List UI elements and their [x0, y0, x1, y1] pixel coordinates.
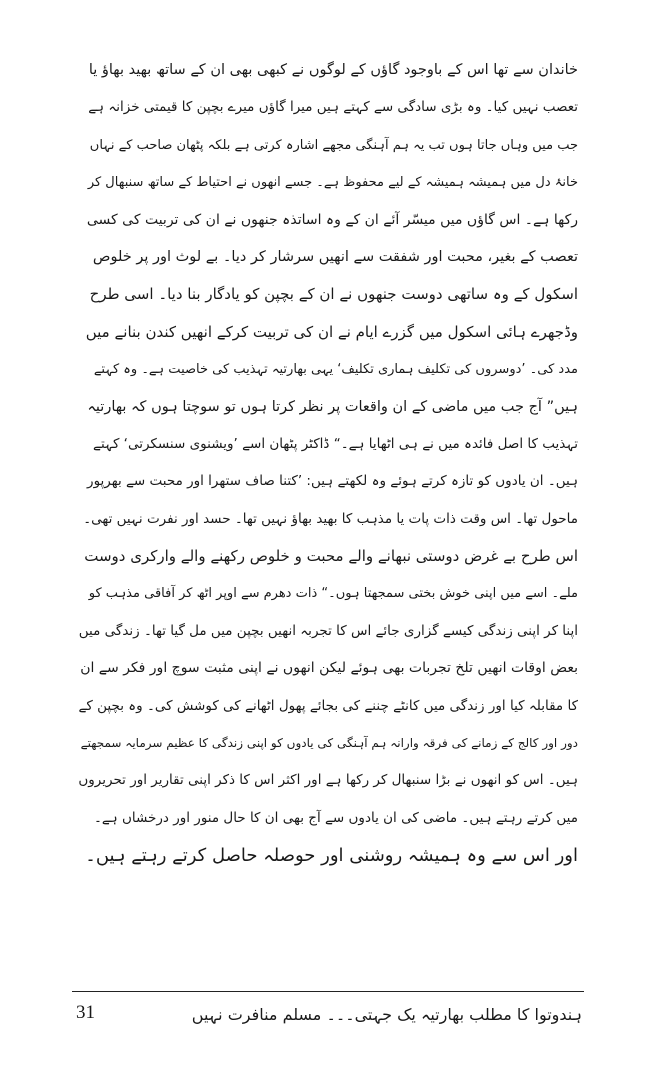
text-line: اور اس سے وہ ہمیشہ روشنی اور حوصلہ حاصل کرتے رہتے ہیں۔: [85, 845, 578, 867]
text-line: تہذیب کا اصل فائدہ میں نے ہی اٹھایا ہے۔“ ڈاکٹر پٹھان اسے ’ویشنوی سنسکرتی‘ کہتے: [93, 435, 578, 452]
text-line: اپنا کر اپنی زندگی کیسے گزاری جائے اس کا تجربہ انھیں بچپن میں مل گیا تھا۔ زندگی میں: [78, 622, 578, 639]
text-line: جب میں وہاں جاتا ہوں تب یہ ہم آہنگی مجھے اشارہ کرتی ہے بلکہ پٹھان صاحب کے نہاں: [89, 137, 578, 153]
text-line: کا مقابلہ کیا اور زندگی میں کانٹے چننے کی بجائے پھول اٹھانے کی کوشش کی۔ وہ بچپن کے: [78, 697, 578, 714]
text-line: ملے۔ اسے میں اپنی خوش بختی سمجھتا ہوں۔“ ذات دھرم سے اوپر اٹھ کر آفاقی مذہب کو: [88, 586, 578, 602]
text-line: اس طرح بے غرض دوستی نبھانے والے محبت و خلوص رکھنے والے وارکری دوست: [84, 547, 578, 566]
text-line: بعض اوقات انھیں تلخ تجربات بھی ہوئے لیکن انھوں نے اپنی مثبت سوچ اور فکر سے ان: [80, 660, 578, 677]
running-footer-title: ہندوتوا کا مطلب بھارتیہ یک جہتی۔۔۔ مسلم منافرت نہیں: [191, 1005, 582, 1024]
text-line: خانۂ دل میں ہمیشہ ہمیشہ کے لیے محفوظ ہے۔ جسے انھوں نے احتیاط کے ساتھ سنبھال کر: [87, 175, 578, 191]
text-line: تعصب نہیں کیا۔ وہ بڑی سادگی سے کہتے ہیں میرا گاؤں میرے بچپن کا قیمتی خزانہ ہے: [88, 99, 578, 116]
text-line: خاندان سے تھا اس کے باوجود گاؤں کے لوگوں نے کبھی بھی ان کے ساتھ بھید بھاؤ یا: [88, 62, 578, 78]
text-line: ہیں” آج جب میں ماضی کے ان واقعات پر نظر کرتا ہوں تو سوچتا ہوں کہ بھارتیہ: [87, 398, 578, 415]
text-line: ہیں۔ اس کو انھوں نے بڑا سنبھال کر رکھا ہے اور اکثر اس کا ذکر اپنی تقاریر اور تحریروں: [78, 772, 578, 789]
text-line: میں کرتے رہتے ہیں۔ ماضی کی ان یادوں سے آج بھی ان کا حال منور اور درخشاں ہے۔: [93, 809, 578, 826]
text-line: ماحول تھا۔ اس وقت ذات پات یا مذہب کا بھید بھاؤ نہیں تھا۔ حسد اور نفرت نہیں تھی۔: [83, 510, 578, 527]
text-line: تعصب کے بغیر، محبت اور شفقت سے انھیں سرشار کر دیا۔ بے لوث اور پر خلوص: [92, 248, 578, 265]
body-paragraph: [78, 52, 578, 875]
text-line: اسکول کے وہ ساتھی دوست جنھوں نے ان کے بچپن کو یادگار بنا دیا۔ اسی طرح: [89, 285, 578, 304]
text-line: مدد کی۔ ’دوسروں کی تکلیف ہماری تکلیف‘ یہی بھارتیہ تہذیب کی خاصیت ہے۔ وہ کہتے: [93, 362, 578, 378]
footer-divider: [72, 991, 584, 992]
page-number: 31: [76, 1002, 95, 1023]
text-line: رکھا ہے۔ اس گاؤں میں میسّر آئے ان کے وہ اساتذہ جنھوں نے ان کی تربیت کی کسی: [86, 211, 578, 228]
text-line: وڈجھرے ہائی اسکول میں گزرے ایام نے ان کی تربیت کرکے انھیں کندن بنانے میں: [85, 322, 578, 341]
text-line: دور اور کالج کے زمانے کی فرقہ وارانہ ہم آہنگی کی یادوں کو اپنی زندگی کا عظیم سرمایہ سمجھتے: [80, 736, 578, 751]
text-line: ہیں۔ ان یادوں کو تازہ کرتے ہوئے وہ لکھتے ہیں: ’کتنا صاف ستھرا اور محبت سے بھرپور: [87, 473, 578, 490]
